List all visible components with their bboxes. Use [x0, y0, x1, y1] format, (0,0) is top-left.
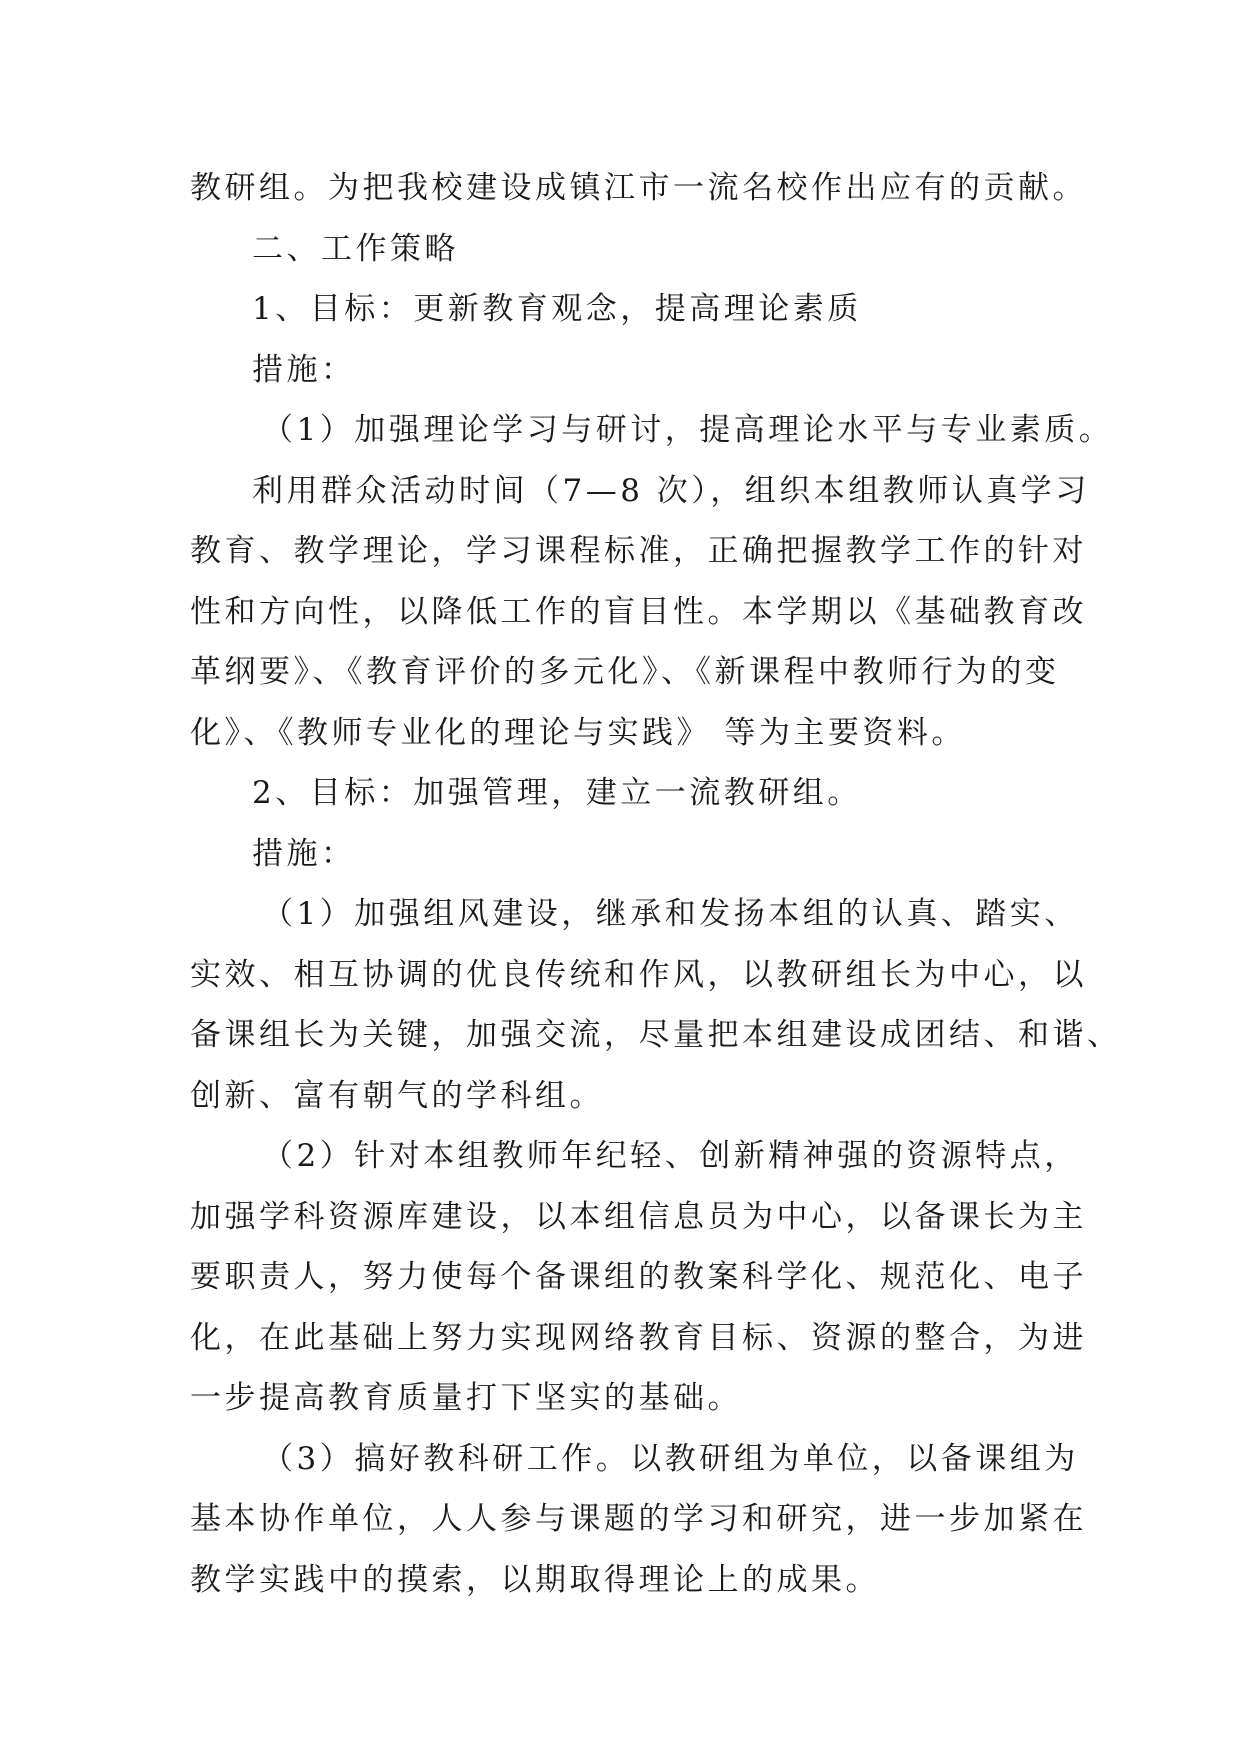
text-line: 创新、富有朝气的学科组。	[190, 1077, 604, 1114]
goal-heading: 1、目标：更新教育观念，提高理论素质	[252, 291, 862, 327]
measure-item: （3）搞好教科研工作。以教研组为单位，以备课组为	[262, 1440, 1079, 1477]
section-heading: 二、工作策略	[252, 230, 459, 267]
text-line: 教研组。为把我校建设成镇江市一流名校作出应有的贡献。	[190, 170, 1087, 206]
measure-item: （1）加强理论学习与研讨，提高理论水平与专业素质。	[262, 412, 1114, 448]
text-line: 化，在此基础上努力实现网络教育目标、资源的整合，为进	[190, 1319, 1087, 1356]
text-line: 加强学科资源库建设，以本组信息员为中心，以备课长为主	[190, 1198, 1087, 1235]
text-line: 备课组长为关键，加强交流，尽量把本组建设成团结、和谐、	[190, 1017, 1122, 1053]
text-line: 实效、相互协调的优良传统和作风，以教研组长为中心，以	[190, 956, 1087, 993]
text-line: 教育、教学理论，学习课程标准，正确把握教学工作的针对	[190, 533, 1087, 569]
text-line: 教学实践中的摸索，以期取得理论上的成果。	[190, 1561, 880, 1598]
text-line: 革纲要》、《教育评价的多元化》、《新课程中教师行为的变	[190, 654, 1060, 690]
document-body	[190, 158, 1122, 1610]
measure-item: （2）针对本组教师年纪轻、创新精神强的资源特点，	[262, 1138, 1079, 1174]
text-line: 化》、《教师专业化的理论与实践》 等为主要资料。	[190, 714, 966, 751]
measures-label: 措施：	[252, 351, 356, 388]
measure-item: （1）加强组风建设，继承和发扬本组的认真、踏实、	[262, 896, 1079, 932]
text-line: 一步提高教育质量打下坚实的基础。	[190, 1380, 742, 1416]
text-line: 基本协作单位，人人参与课题的学习和研究，进一步加紧在	[190, 1501, 1087, 1537]
measures-label: 措施：	[252, 835, 356, 872]
text-line: 利用群众活动时间（7—8 次），组织本组教师认真学习	[252, 472, 1090, 509]
text-line: 性和方向性，以降低工作的盲目性。本学期以《基础教育改	[190, 593, 1087, 630]
goal-heading: 2、目标：加强管理，建立一流教研组。	[252, 775, 862, 811]
text-line: 要职责人，努力使每个备课组的教案科学化、规范化、电子	[190, 1259, 1087, 1295]
